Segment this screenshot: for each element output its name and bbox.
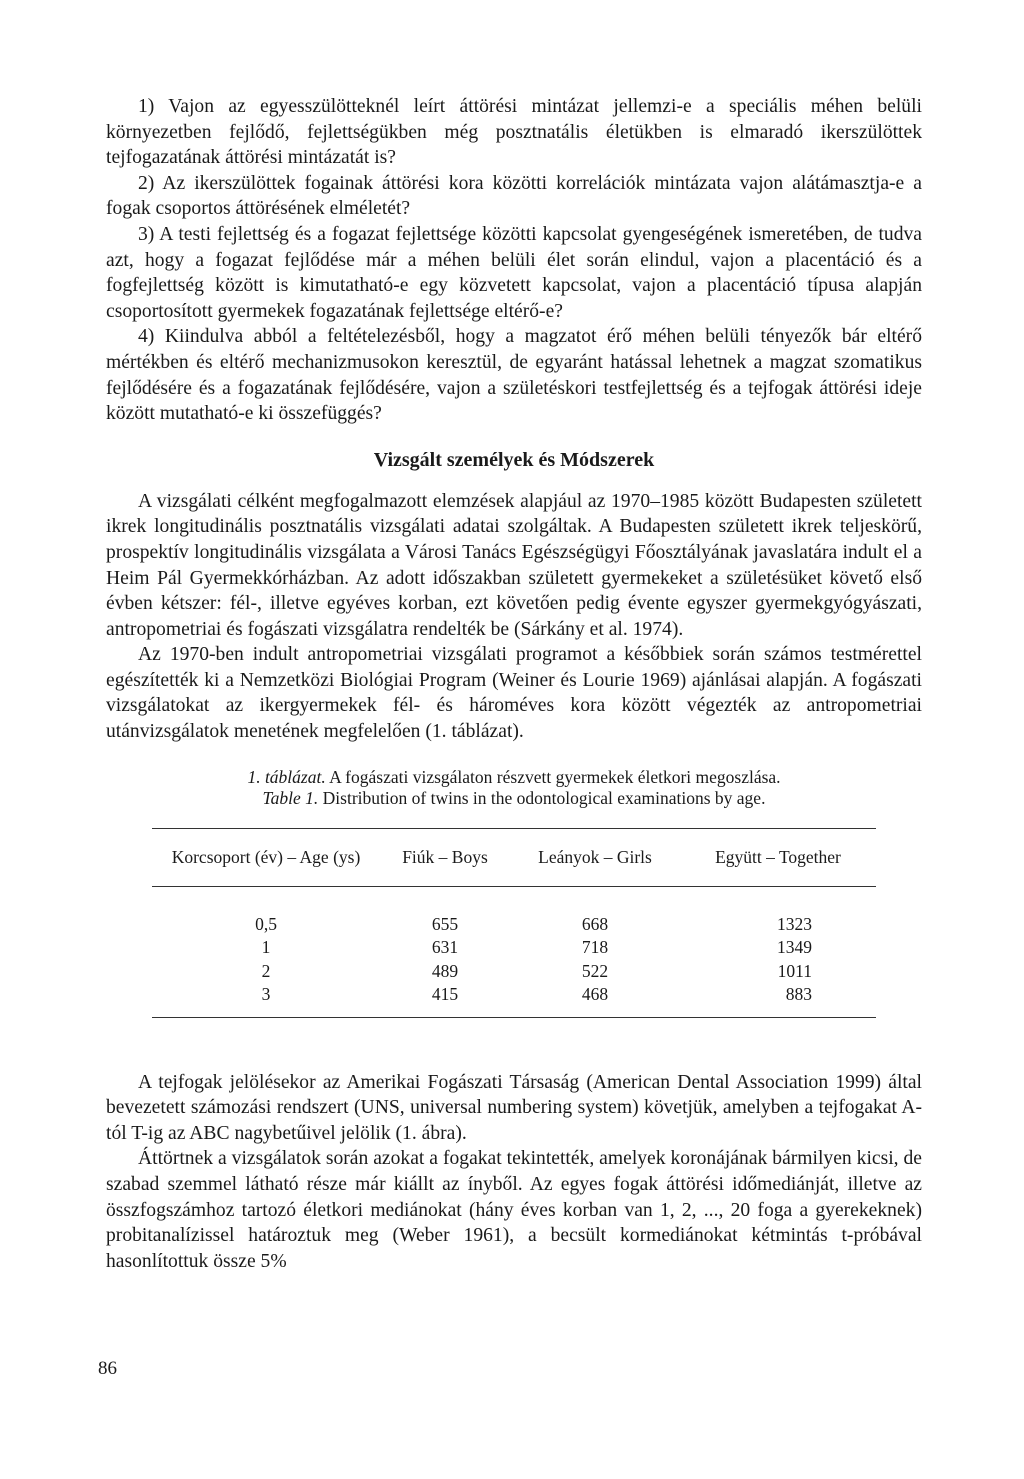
paragraph-question-2: 2) Az ikerszülöttek fogainak áttörési kora közötti korrelációk mintázata vajon alátámasztja-e a fogak csoportos áttörésének elméletét? xyxy=(106,172,922,220)
table-row xyxy=(152,886,876,936)
paragraph-question-3: 3) A testi fejlettség és a fogazat fejlettsége közötti kapcsolat gyengeségének ismeretében, de tudva azt, hogy a fogazat fejlődése már a méhen belüli élet során elindul, vajon a placentáció és a fogfejlettség között is kimutatható-e egy közvetett kapcsolat, vajon a placentáció típusa alapján csoportosított gyermekek fogazatának fejlettsége eltérő-e? xyxy=(106,223,922,322)
table-caption-hu xyxy=(106,767,922,789)
cell-together: 883 xyxy=(680,983,876,1017)
cell-together: 1323 xyxy=(777,913,812,934)
table-caption-en-label: Table 1. xyxy=(262,788,319,809)
cell-age: 3 xyxy=(152,983,380,1017)
table-caption-hu-text: A fogászati vizsgálaton részvett gyermekek életkori megoszlása. xyxy=(325,766,781,787)
cell-boys: 655 xyxy=(431,913,459,934)
paragraph-methods-2: Az 1970-ben indult antropometriai vizsgálati programot a későbbiek során számos testmérettel egészítették ki a Nemzetközi Biológiai Program (Weiner és Lourie 1969) ajánlásai alapján. A fogászati vizsgálatokat az ikergyermekek fél- és hároméves kora között végezték az antropometriai utánvizsgálatok menetének megfelelően (1. táblázat). xyxy=(106,644,922,743)
header-girls: Leányok – Girls xyxy=(510,828,680,886)
cell-boys: 489 xyxy=(431,960,459,981)
header-boys: Fiúk – Boys xyxy=(380,828,510,886)
cell-age: 2 xyxy=(261,960,271,981)
table-caption-en-text: Distribution of twins in the odontological examinations by age. xyxy=(318,788,766,809)
cell-girls: 468 xyxy=(510,983,680,1017)
header-age: Korcsoport (év) – Age (ys) xyxy=(152,828,380,886)
cell-girls: 668 xyxy=(581,913,609,934)
page-number: 86 xyxy=(98,1358,117,1379)
page-body xyxy=(106,94,922,1274)
paragraph-eruption: Áttörtnek a vizsgálatok során azokat a fogakat tekintették, amelyek koronájának bármilyen kicsi, de szabad szemmel látható része már kiállt az ínyből. Az egyes fogak áttörési időmediánját, illetve az összfogszámhoz tartozó életkori mediánokat (hány éves korban van 1, 2, ..., 20 foga a gyerekeknek) probitanalízissel határoztuk meg (Weber 1961), a becsült kormediánokat kétmintás t-próbával hasonlítottuk össze 5% xyxy=(106,1148,922,1272)
table-row xyxy=(152,936,876,960)
table-row xyxy=(152,983,876,1017)
header-together: Együtt – Together xyxy=(680,828,876,886)
cell-girls: 718 xyxy=(581,937,609,958)
cell-together: 1011 xyxy=(777,960,812,981)
paragraph-methods-1: A vizsgálati célként megfogalmazott elemzések alapjául az 1970–1985 között Budapesten született ikrek longitudinális posztnatális vizsgálati adatai szolgáltak. A Budapesten született ikrek teljeskörű, prospektív longitudinális vizsgálata a Városi Tanács Egészségügyi Főosztályának javaslatára indult el a Heim Pál Gyermekkórházban. Az adott időszakban született gyermekeket a születésüket követő első évben kétszer: fél-, illetve egyéves korban, ezt követően pedig évente egyszer gyermekgyógyászati, antropometriai és fogászati vizsgálatra rendelték be (Sárkány et al. 1974). xyxy=(106,490,922,640)
cell-girls: 522 xyxy=(581,960,609,981)
cell-age: 1 xyxy=(261,937,271,958)
cell-together: 1349 xyxy=(777,937,812,958)
table-row xyxy=(152,960,876,984)
cell-age: 0,5 xyxy=(255,913,277,934)
age-distribution-table xyxy=(152,828,876,1018)
table-header-row xyxy=(152,828,876,886)
cell-boys: 631 xyxy=(431,937,459,958)
paragraph-question-4: 4) Kiindulva abból a feltételezésből, hogy a magzatot érő méhen belüli tényezők bár eltérő mértékben és eltérő mechanizmusokon keresztül, de egyaránt hatással lehetnek a magzat szomatikus fejlődésére és a fogazatának fejlődésére, vajon a születéskori testfejlettség és a tejfogak áttörési ideje között mutatható-e ki összefüggés? xyxy=(106,326,922,425)
section-heading: Vizsgált személyek és Módszerek xyxy=(373,448,655,471)
body-after-table xyxy=(106,1070,922,1275)
cell-boys: 415 xyxy=(380,983,510,1017)
paragraph-uns: A tejfogak jelölésekor az Amerikai Fogászati Társaság (American Dental Association 1999) által bevezetett számozási rendszert (UNS, universal numbering system) követjük, amelyben a tejfogakat A-tól T-ig az ABC nagybetűivel jelölik (1. ábra). xyxy=(106,1071,922,1144)
table-caption xyxy=(106,767,922,810)
table-caption-hu-label: 1. táblázat. xyxy=(247,766,326,787)
paragraph-question-1: 1) Vajon az egyesszülötteknél leírt áttörési mintázat jellemzi-e a speciális méhen belüli környezetben fejlődő, fejlettségükben még posztnatális életükben is elmaradó ikerszülöttek tejfogazatának áttörési mintázatát is? xyxy=(106,96,922,169)
table-caption-en xyxy=(106,788,922,810)
